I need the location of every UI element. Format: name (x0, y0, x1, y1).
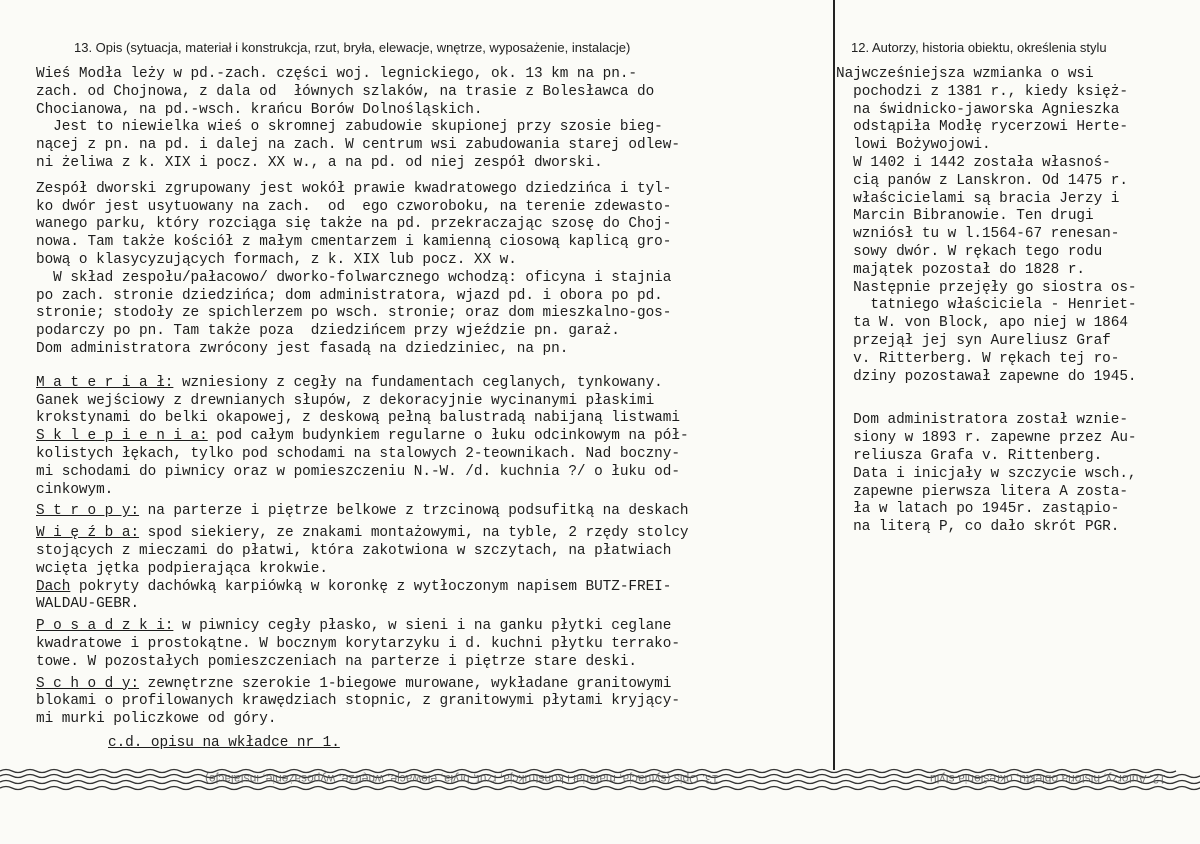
text-line: Chocianowa, na pd.-wsch. krańcu Borów Dolnośląskich. (36, 101, 483, 118)
section-13-header: 13. Opis (sytuacja, materiał i konstrukcja, rzut, bryła, elewacje, wnętrze, wyposażenie, instalacje) (74, 40, 631, 55)
text-line: kolistych łękach, tylko pod schodami na stalowych 2-teownikach. Nad boczny- (36, 445, 680, 462)
text-line: Zespół dworski zgrupowany jest wokół prawie kwadratowego dziedzińca i tyl- (36, 180, 672, 197)
text-line: majątek pozostał do 1828 r. (836, 261, 1085, 278)
history-column (836, 66, 1196, 537)
text-line: Dom administratora zwrócony jest fasadą na dziedziniec, na pn. (36, 340, 569, 357)
history-paragraph (836, 66, 1196, 386)
text-line: mi schodami do piwnicy oraz w pomieszczeniu N.-W. /d. kuchnia ?/ o łuku od- (36, 463, 680, 480)
text-line: Następnie przejęły go siostra os- (836, 279, 1137, 296)
intro-paragraph (36, 66, 836, 173)
vaults-term: S k l e p i e n i a: (36, 428, 208, 445)
text-line: mi murki policzkowe od góry. (36, 711, 277, 728)
stairs-section (36, 676, 836, 729)
text-line: przejął jej syn Aureliusz Graf (836, 332, 1111, 349)
text-line: krokstynami do belki okapowej, z deskową pełną balustradą nabijaną listwami (36, 410, 680, 427)
text-line: na świdnicko-jaworska Agnieszka (836, 101, 1120, 118)
text-line: wzniesiony z cegły na fundamentach ceglanych, tynkowany. (173, 374, 663, 391)
text-line: reliusza Grafa v. Rittenberg. (836, 447, 1103, 464)
text-line: cinkowym. (36, 481, 114, 498)
text-line: stojących z mieczami do płatwi, która zakotwiona w szczytach, na płatwiach (36, 542, 672, 559)
text-line: W skład zespołu/pałacowo/ dworko-folwarcznego wchodzą: oficyna i stajnia (36, 269, 672, 286)
text-line: wanego parku, który rozciąga się także na pd. przekraczając szosę do Choj- (36, 216, 672, 233)
text-line: Data i inicjały w szczycie wsch., (836, 465, 1137, 482)
text-line: sowy dwór. W rękach tego rodu (836, 243, 1103, 260)
text-line: ta W. von Block, apo niej w 1864 (836, 315, 1128, 332)
administrator-house-paragraph (836, 412, 1196, 537)
ceilings-term: S t r o p y: (36, 503, 140, 520)
text-line: właścicielami są bracia Jerzy i (836, 190, 1120, 207)
roof-section (36, 579, 836, 615)
text-line: pokryty dachówką karpiówką w koronkę z wytłoczonym napisem BUTZ-FREI- (70, 578, 672, 595)
floors-term: P o s a d z k i: (36, 618, 174, 635)
material-section (36, 375, 836, 428)
roof-term: Dach (36, 578, 71, 595)
text-line: na literą P, co dało skrót PGR. (836, 519, 1120, 536)
text-line: cią panów z Lanskron. Od 1475 r. (836, 172, 1128, 189)
text-line: w piwnicy cegły płasko, w sieni i na ganku płytki ceglane (173, 618, 672, 635)
text-line: zach. od Chojnowa, z dala od łównych szlaków, na trasie z Bolesławca do (36, 83, 655, 100)
text-line: Wieś Modła leży w pd.-zach. części woj. legnickiego, ok. 13 km na pn.- (36, 66, 638, 82)
text-line: spod siekiery, ze znakami montażowymi, na tyble, 2 rzędy stolcy (139, 525, 689, 542)
text-line: siony w 1893 r. zapewne przez Au- (836, 430, 1137, 447)
text-line: ni żeliwa z k. XIX i pocz. XX w., a na pd. od niej zespół dworski. (36, 154, 603, 171)
stairs-term: S c h o d y: (36, 675, 140, 692)
text-line: lowi Bożywojowi. (836, 137, 991, 154)
roof-truss-term: W i ę ź b a: (36, 525, 140, 542)
text-line: Marcin Bibranowie. Ten drugi (836, 208, 1094, 225)
text-line: pochodzi z 1381 r., kiedy księż- (836, 83, 1128, 100)
text-line: zapewne pierwsza litera A zosta- (836, 483, 1128, 500)
text-line: Jest to niewielka wieś o skromnej zabudowie skupionej przy szosie bieg- (36, 119, 663, 136)
description-column (36, 66, 836, 753)
text-line: dziny pozostawał zapewne do 1945. (836, 368, 1137, 385)
text-line: WALDAU-GEBR. (36, 596, 140, 613)
mirrored-section-12-header: 12. Autorzy, historia obiektu, określenia stylu (930, 772, 1166, 786)
text-line: podarczy po pn. Tam także poza dziedzińcem przy wjeździe pn. garaż. (36, 323, 620, 340)
text-line: nącej z pn. na pd. i dalej na zach. W centrum wsi zabudowania starej odlew- (36, 137, 680, 154)
text-line: zewnętrzne szerokie 1-biegowe murowane, wykładane granitowymi (139, 675, 672, 692)
vaults-section (36, 428, 836, 499)
text-line: wcięta jętka podpierająca krokwie. (36, 560, 328, 577)
material-term: M a t e r i a ł: (36, 374, 174, 391)
text-line: Ganek wejściowy z drewnianych słupów, z dekoracyjnie wycinanymi płaskimi (36, 392, 655, 409)
text-line: ko dwór jest usytuowany na zach. od ego czworoboku, na terenie zdewasto- (36, 198, 672, 215)
text-line: Najwcześniejsza wzmianka o wsi (836, 66, 1094, 82)
text-line: Dom administratora został wznie- (836, 412, 1128, 429)
text-line: blokami o profilowanych krawędziach stopnic, z granitowymi płytami kryjący- (36, 693, 680, 710)
text-line: odstąpiła Modłę rycerzowi Herte- (836, 119, 1128, 136)
text-line: ła w latach po 1945r. zastąpio- (836, 501, 1120, 518)
text-line: nowa. Tam także kościół z małym cmentarzem i kamienną ciosową kaplicą gro- (36, 234, 672, 251)
text-line: bową o klasycyzujących formach, z k. XIX lub pocz. XX w. (36, 251, 517, 268)
floors-section (36, 618, 836, 671)
text-line: W 1402 i 1442 została własnoś- (836, 154, 1111, 171)
ceilings-section (36, 503, 836, 521)
text-line: kwadratowe i prostokątne. W bocznym korytarzyku i d. kuchni płytku terrako- (36, 635, 680, 652)
text-line: po zach. stronie dziedzińca; dom administratora, wjazd pd. i obora po pd. (36, 287, 663, 304)
text-line: pod całym budynkiem regularne o łuku odcinkowym na pół- (207, 428, 689, 445)
text-line: na parterze i piętrze belkowe z trzcinową podsufitką na deskach (139, 503, 689, 520)
text-line: stronie; stodoły ze spichlerzem po wsch. stronie; oraz dom mieszkalno-gos- (36, 305, 672, 322)
manor-complex-paragraph (36, 181, 836, 359)
mirrored-section-13-header: 13. Opis (sytuacja, materiał i konstrukcja, rzut, bryła, elewacje, wnętrze, wyposażenie, instalacje) (205, 772, 719, 786)
section-12-header: 12. Autorzy, historia obiektu, określenia stylu (851, 40, 1107, 55)
text-line: v. Ritterberg. W rękach tej ro- (836, 350, 1120, 367)
text-line: towe. W pozostałych pomieszczeniach na parterze i piętrze stare deski. (36, 653, 638, 670)
continuation-note: c.d. opisu na wkładce nr 1. (108, 734, 340, 751)
text-line: tatniego właściciela - Henriet- (836, 297, 1137, 314)
roof-truss-section (36, 525, 836, 578)
text-line: wzniósł tu w l.1564-67 renesan- (836, 226, 1120, 243)
